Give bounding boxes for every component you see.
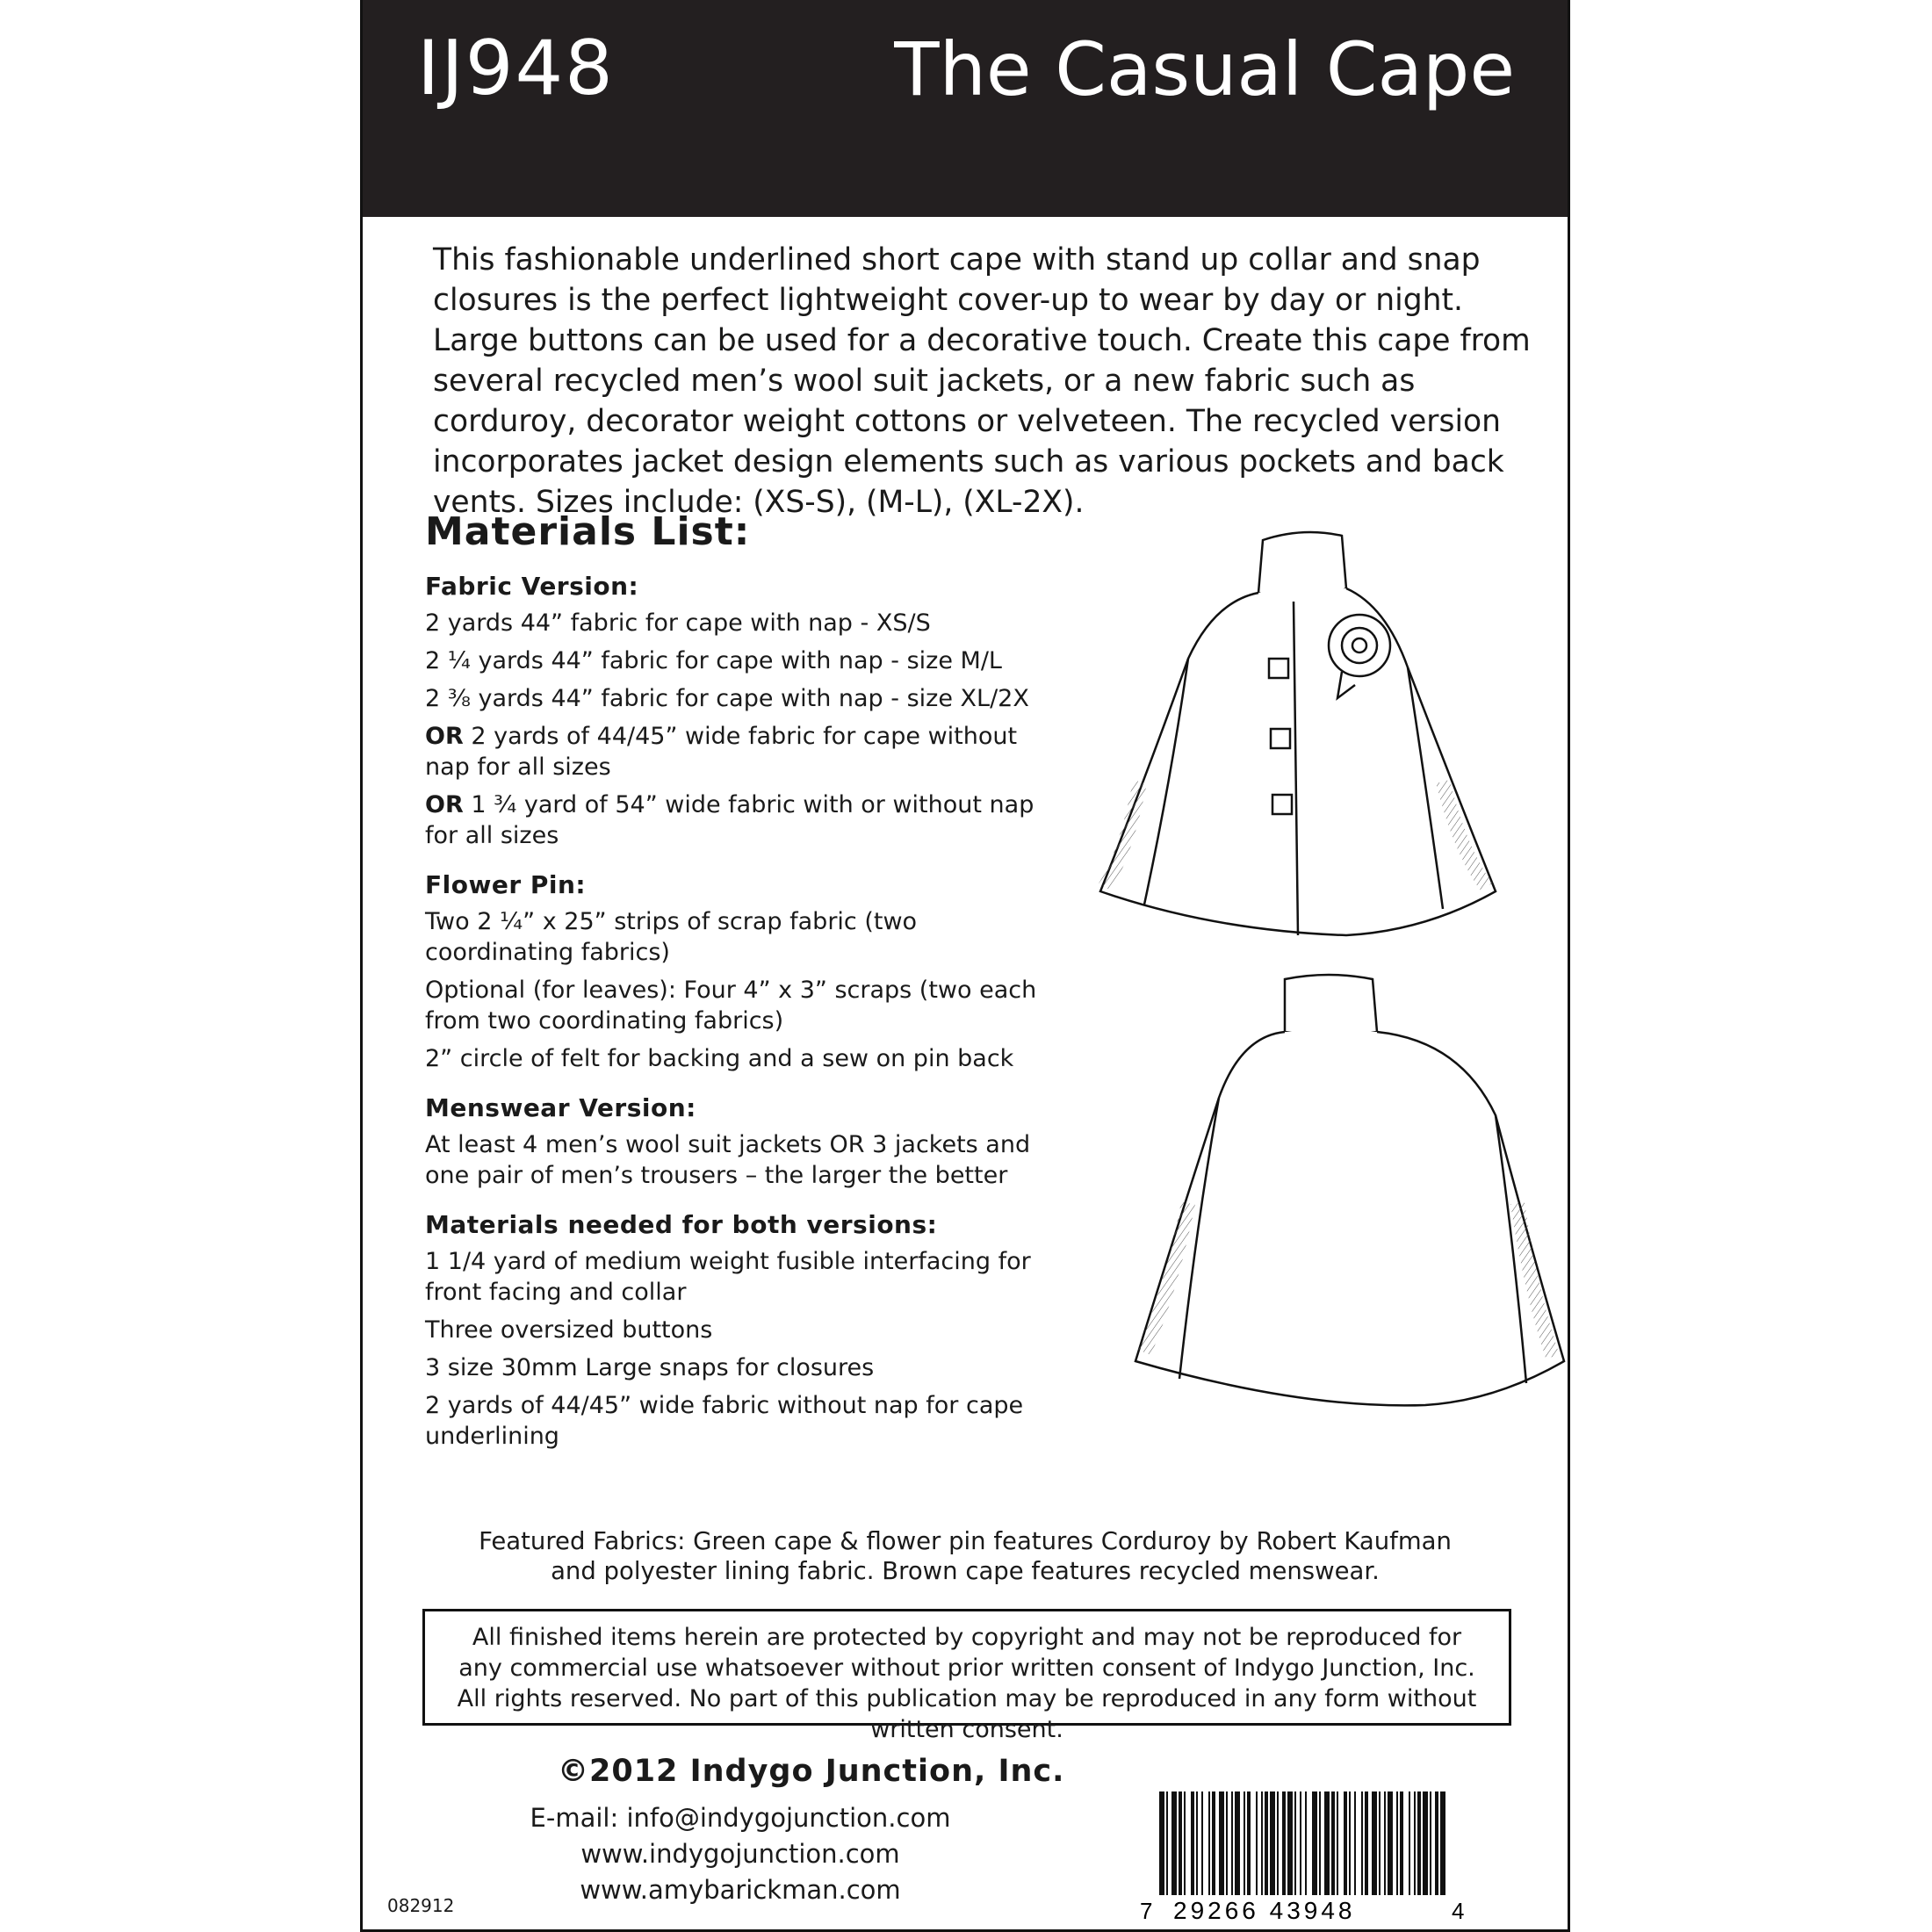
or-label: OR (425, 723, 464, 750)
featured-line-2: and polyester lining fabric. Brown cape features recycled menswear. (551, 1557, 1380, 1585)
website-link-1[interactable]: www.indygojunction.com (580, 1839, 900, 1869)
cape-illustrations (1039, 518, 1566, 1414)
flower-pin-section (425, 870, 1040, 1074)
cape-back-drawing (1135, 975, 1564, 1405)
menswear-heading: Menswear Version: (425, 1093, 696, 1122)
list-item (425, 721, 1040, 782)
pattern-code: IJ948 (417, 25, 615, 112)
list-item: Three oversized buttons (425, 1316, 713, 1344)
barcode-digits: 29266 43948 (1173, 1897, 1356, 1923)
fabric-version-section (425, 572, 1040, 851)
flower-pin-heading: Flower Pin: (425, 870, 587, 899)
both-versions-section (425, 1210, 1040, 1452)
print-code: 082912 (387, 1895, 455, 1916)
contact-info (521, 1800, 960, 1908)
list-item (425, 789, 1040, 851)
list-item: 2 ¼ yards 44” fabric for cape with nap - size M/L (425, 647, 1002, 674)
barcode (1140, 1791, 1469, 1923)
header-bar (363, 0, 1568, 217)
featured-line-1: Featured Fabrics: Green cape & flower pin features Corduroy by Robert Kaufman (479, 1527, 1452, 1555)
cape-front-drawing (1100, 532, 1496, 935)
email-link[interactable]: E-mail: info@indygojunction.com (530, 1803, 951, 1833)
list-item: 2 yards 44” fabric for cape with nap - XS/S (425, 609, 931, 637)
website-link-2[interactable]: www.amybarickman.com (580, 1875, 901, 1905)
intro-paragraph: This fashionable underlined short cape with stand up collar and snap closures is the perfect lightweight cover-up to wear by day or night. Large buttons can be used for a decorative touch. Create this cape from several recycled men’s wool suit jackets, or a new fabric such as corduroy, decorator weight cottons or velveteen. The recycled version incorporates jacket design elements such as various pockets and back vents. Sizes include: (XS-S), (M-L), (XL-2X). (433, 242, 1531, 520)
list-item: 2” circle of felt for backing and a sew on pin back (425, 1045, 1014, 1072)
list-item: 3 size 30mm Large snaps for closures (425, 1354, 875, 1381)
list-item: 2 ⅜ yards 44” fabric for cape with nap - size XL/2X (425, 685, 1029, 712)
list-item: 1 1/4 yard of medium weight fusible interfacing for front facing and collar (425, 1248, 1031, 1306)
list-item: 2 yards of 44/45” wide fabric without nap for cape underlining (425, 1392, 1024, 1450)
company-name: ©2012 Indygo Junction, Inc. (558, 1754, 1065, 1789)
or-label: OR (425, 791, 464, 818)
list-item-text: 2 yards of 44/45” wide fabric for cape without nap for all sizes (425, 723, 1018, 781)
copyright-notice: All finished items herein are protected by copyright and may not be reproduced for any commercial use whatsoever without prior written consent of Indygo Junction, Inc. All rights reserved. No part of this publication may be reproduced in any form without written consent. (422, 1609, 1511, 1726)
materials-list (425, 509, 1040, 1471)
barcode-first-digit: 7 (1140, 1898, 1153, 1923)
pattern-title: The Casual Cape (894, 26, 1515, 112)
list-item: Optional (for leaves): Four 4” x 3” scraps (two each from two coordinating fabrics) (425, 977, 1037, 1034)
list-item-text: 1 ¾ yard of 54” wide fabric with or without nap for all sizes (425, 791, 1034, 849)
barcode-icon (1140, 1791, 1469, 1923)
featured-fabrics (363, 1526, 1568, 1586)
list-item: Two 2 ¼” x 25” strips of scrap fabric (two coordinating fabrics) (425, 908, 918, 966)
barcode-last-digit: 4 (1452, 1898, 1465, 1923)
menswear-section (425, 1093, 1040, 1191)
list-item: At least 4 men’s wool suit jackets OR 3 jackets and one pair of men’s trousers – the larger the better (425, 1131, 1031, 1189)
both-versions-heading: Materials needed for both versions: (425, 1210, 938, 1239)
fabric-version-heading: Fabric Version: (425, 572, 639, 601)
pattern-back-cover (360, 0, 1570, 1932)
materials-heading: Materials List: (425, 509, 751, 554)
